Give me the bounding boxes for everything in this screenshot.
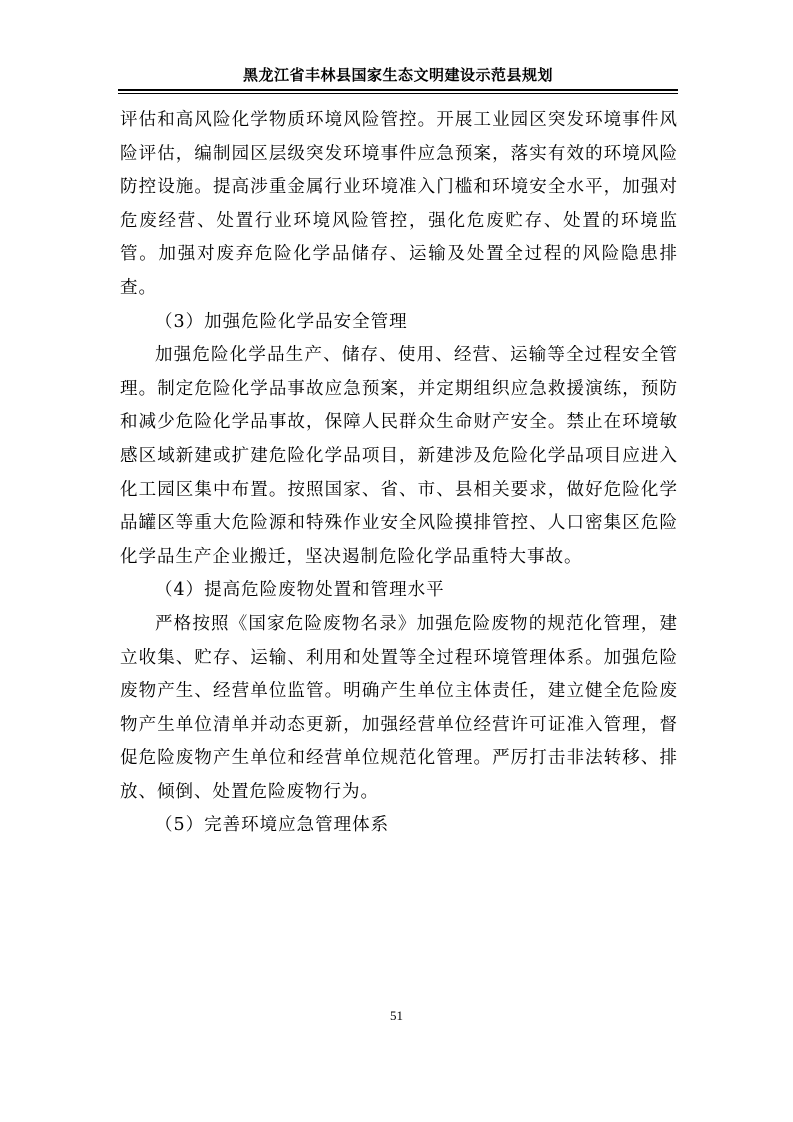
- paragraph-hazardous-chemicals: 加强危险化学品生产、储存、使用、经营、运输等全过程安全管理。制定危险化学品事故应急预案，并定期组织应急救援演练，预防和减少危险化学品事故，保障人民群众生命财产安全。禁止在环境敏感区域新建或扩建危险化学品项目，新建涉及危险化学品项目应进入化工园区集中布置。按照国家、省、市、县相关要求，做好危险化学品罐区等重大危险源和特殊作业安全风险摸排管控、人口密集区危险化学品生产企业搬迁，坚决遏制危险化学品重特大事故。: [120, 345, 678, 567]
- header-rule-thick: [118, 89, 678, 91]
- section-heading-3: （3）加强危险化学品安全管理: [155, 311, 408, 332]
- body-text: [120, 104, 678, 843]
- page-number: 51: [390, 1008, 403, 1023]
- header-rule-thin: [118, 93, 678, 94]
- section-heading-4: （4）提高危险废物处置和管理水平: [155, 580, 445, 601]
- paragraph-continued: 评估和高风险化学物质环境风险管控。开展工业园区突发环境事件风险评估，编制园区层级突发环境事件应急预案，落实有效的环境风险防控设施。提高涉重金属行业环境准入门槛和环境安全水平，加强对危废经营、处置行业环境风险管控，强化危废贮存、处置的环境监管。加强对废弃危险化学品储存、运输及处置全过程的风险隐患排查。: [120, 110, 678, 298]
- section-heading-5: （5）完善环境应急管理体系: [155, 815, 390, 836]
- running-header: 黑龙江省丰林县国家生态文明建设示范县规划: [242, 66, 553, 84]
- paragraph-hazardous-waste: 严格按照《国家危险废物名录》加强危险废物的规范化管理，建立收集、贮存、运输、利用和处置等全过程环境管理体系。加强危险废物产生、经营单位监管。明确产生单位主体责任，建立健全危险废物产生单位清单并动态更新，加强经营单位经营许可证准入管理，督促危险废物产生单位和经营单位规范化管理。严厉打击非法转移、排放、倾倒、处置危险废物行为。: [120, 613, 678, 802]
